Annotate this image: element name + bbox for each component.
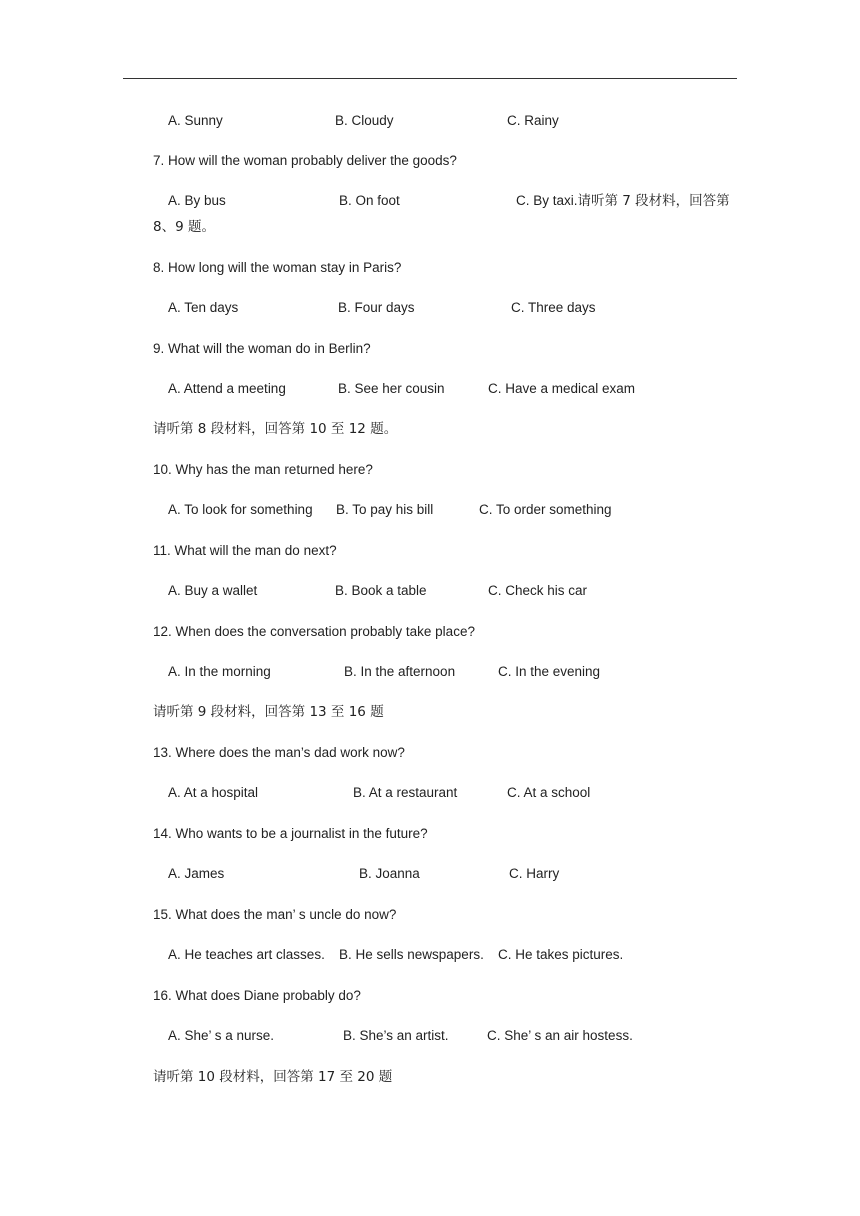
q16-option-a: A. She’ s a nurse.: [168, 1028, 275, 1043]
q9-option-b: B. See her cousin: [338, 381, 445, 396]
q8-option-b: B. Four days: [338, 300, 415, 315]
q7-question: 7. How will the woman probably deliver the goods?: [153, 153, 457, 168]
q11-question: 11. What will the man do next?: [153, 543, 337, 558]
q13-option-b: B. At a restaurant: [353, 785, 458, 800]
section7-instruction-wrap: 8、9 题。: [153, 219, 215, 235]
q9-option-c: C. Have a medical exam: [488, 381, 636, 396]
section7-instruction: 请听第 7 段材料，回答第: [577, 193, 730, 209]
q14-option-a: A. James: [168, 866, 225, 881]
q12-option-c: C. In the evening: [498, 664, 601, 679]
q6-option-a: A. Sunny: [168, 113, 223, 128]
q15-option-a: A. He teaches art classes.: [168, 947, 325, 962]
header-rule: [123, 78, 737, 79]
q13-option-a: A. At a hospital: [168, 785, 259, 800]
q12-question: 12. When does the conversation probably take place?: [153, 624, 475, 639]
q10-option-b: B. To pay his bill: [336, 502, 434, 517]
q8-option-a: A. Ten days: [168, 300, 239, 315]
q16-question: 16. What does Diane probably do?: [153, 988, 361, 1003]
q12-option-a: A. In the morning: [168, 664, 271, 679]
q9-question: 9. What will the woman do in Berlin?: [153, 341, 371, 356]
q7-option-b: B. On foot: [339, 193, 400, 208]
section8-instruction: 请听第 8 段材料，回答第 10 至 12 题。: [153, 421, 398, 437]
q11-option-b: B. Book a table: [335, 583, 427, 598]
section9-instruction: 请听第 9 段材料，回答第 13 至 16 题: [153, 704, 384, 720]
q7-option-c: C. By taxi.: [516, 193, 578, 208]
q15-option-c: C. He takes pictures.: [498, 947, 624, 962]
q13-option-c: C. At a school: [507, 785, 591, 800]
q16-option-b: B. She’s an artist.: [343, 1028, 449, 1043]
q15-question: 15. What does the man’ s uncle do now?: [153, 907, 397, 922]
q7-option-a: A. By bus: [168, 193, 226, 208]
q8-question: 8. How long will the woman stay in Paris?: [153, 260, 402, 275]
q10-question: 10. Why has the man returned here?: [153, 462, 373, 477]
section10-instruction: 请听第 10 段材料，回答第 17 至 20 题: [153, 1069, 393, 1085]
q14-option-c: C. Harry: [509, 866, 560, 881]
q14-option-b: B. Joanna: [359, 866, 420, 881]
q16-option-c: C. She’ s an air hostess.: [487, 1028, 633, 1043]
q8-option-c: C. Three days: [511, 300, 596, 315]
q14-question: 14. Who wants to be a journalist in the future?: [153, 826, 428, 841]
q7-option-c-line: [516, 192, 730, 210]
q15-option-b: B. He sells newspapers.: [339, 947, 484, 962]
q6-option-c: C. Rainy: [507, 113, 559, 128]
q9-option-a: A. Attend a meeting: [168, 381, 286, 396]
q10-option-c: C. To order something: [479, 502, 612, 517]
q10-option-a: A. To look for something: [168, 502, 313, 517]
q13-question: 13. Where does the man’s dad work now?: [153, 745, 405, 760]
q11-option-a: A. Buy a wallet: [168, 583, 258, 598]
q11-option-c: C. Check his car: [488, 583, 588, 598]
q6-option-b: B. Cloudy: [335, 113, 394, 128]
q12-option-b: B. In the afternoon: [344, 664, 456, 679]
